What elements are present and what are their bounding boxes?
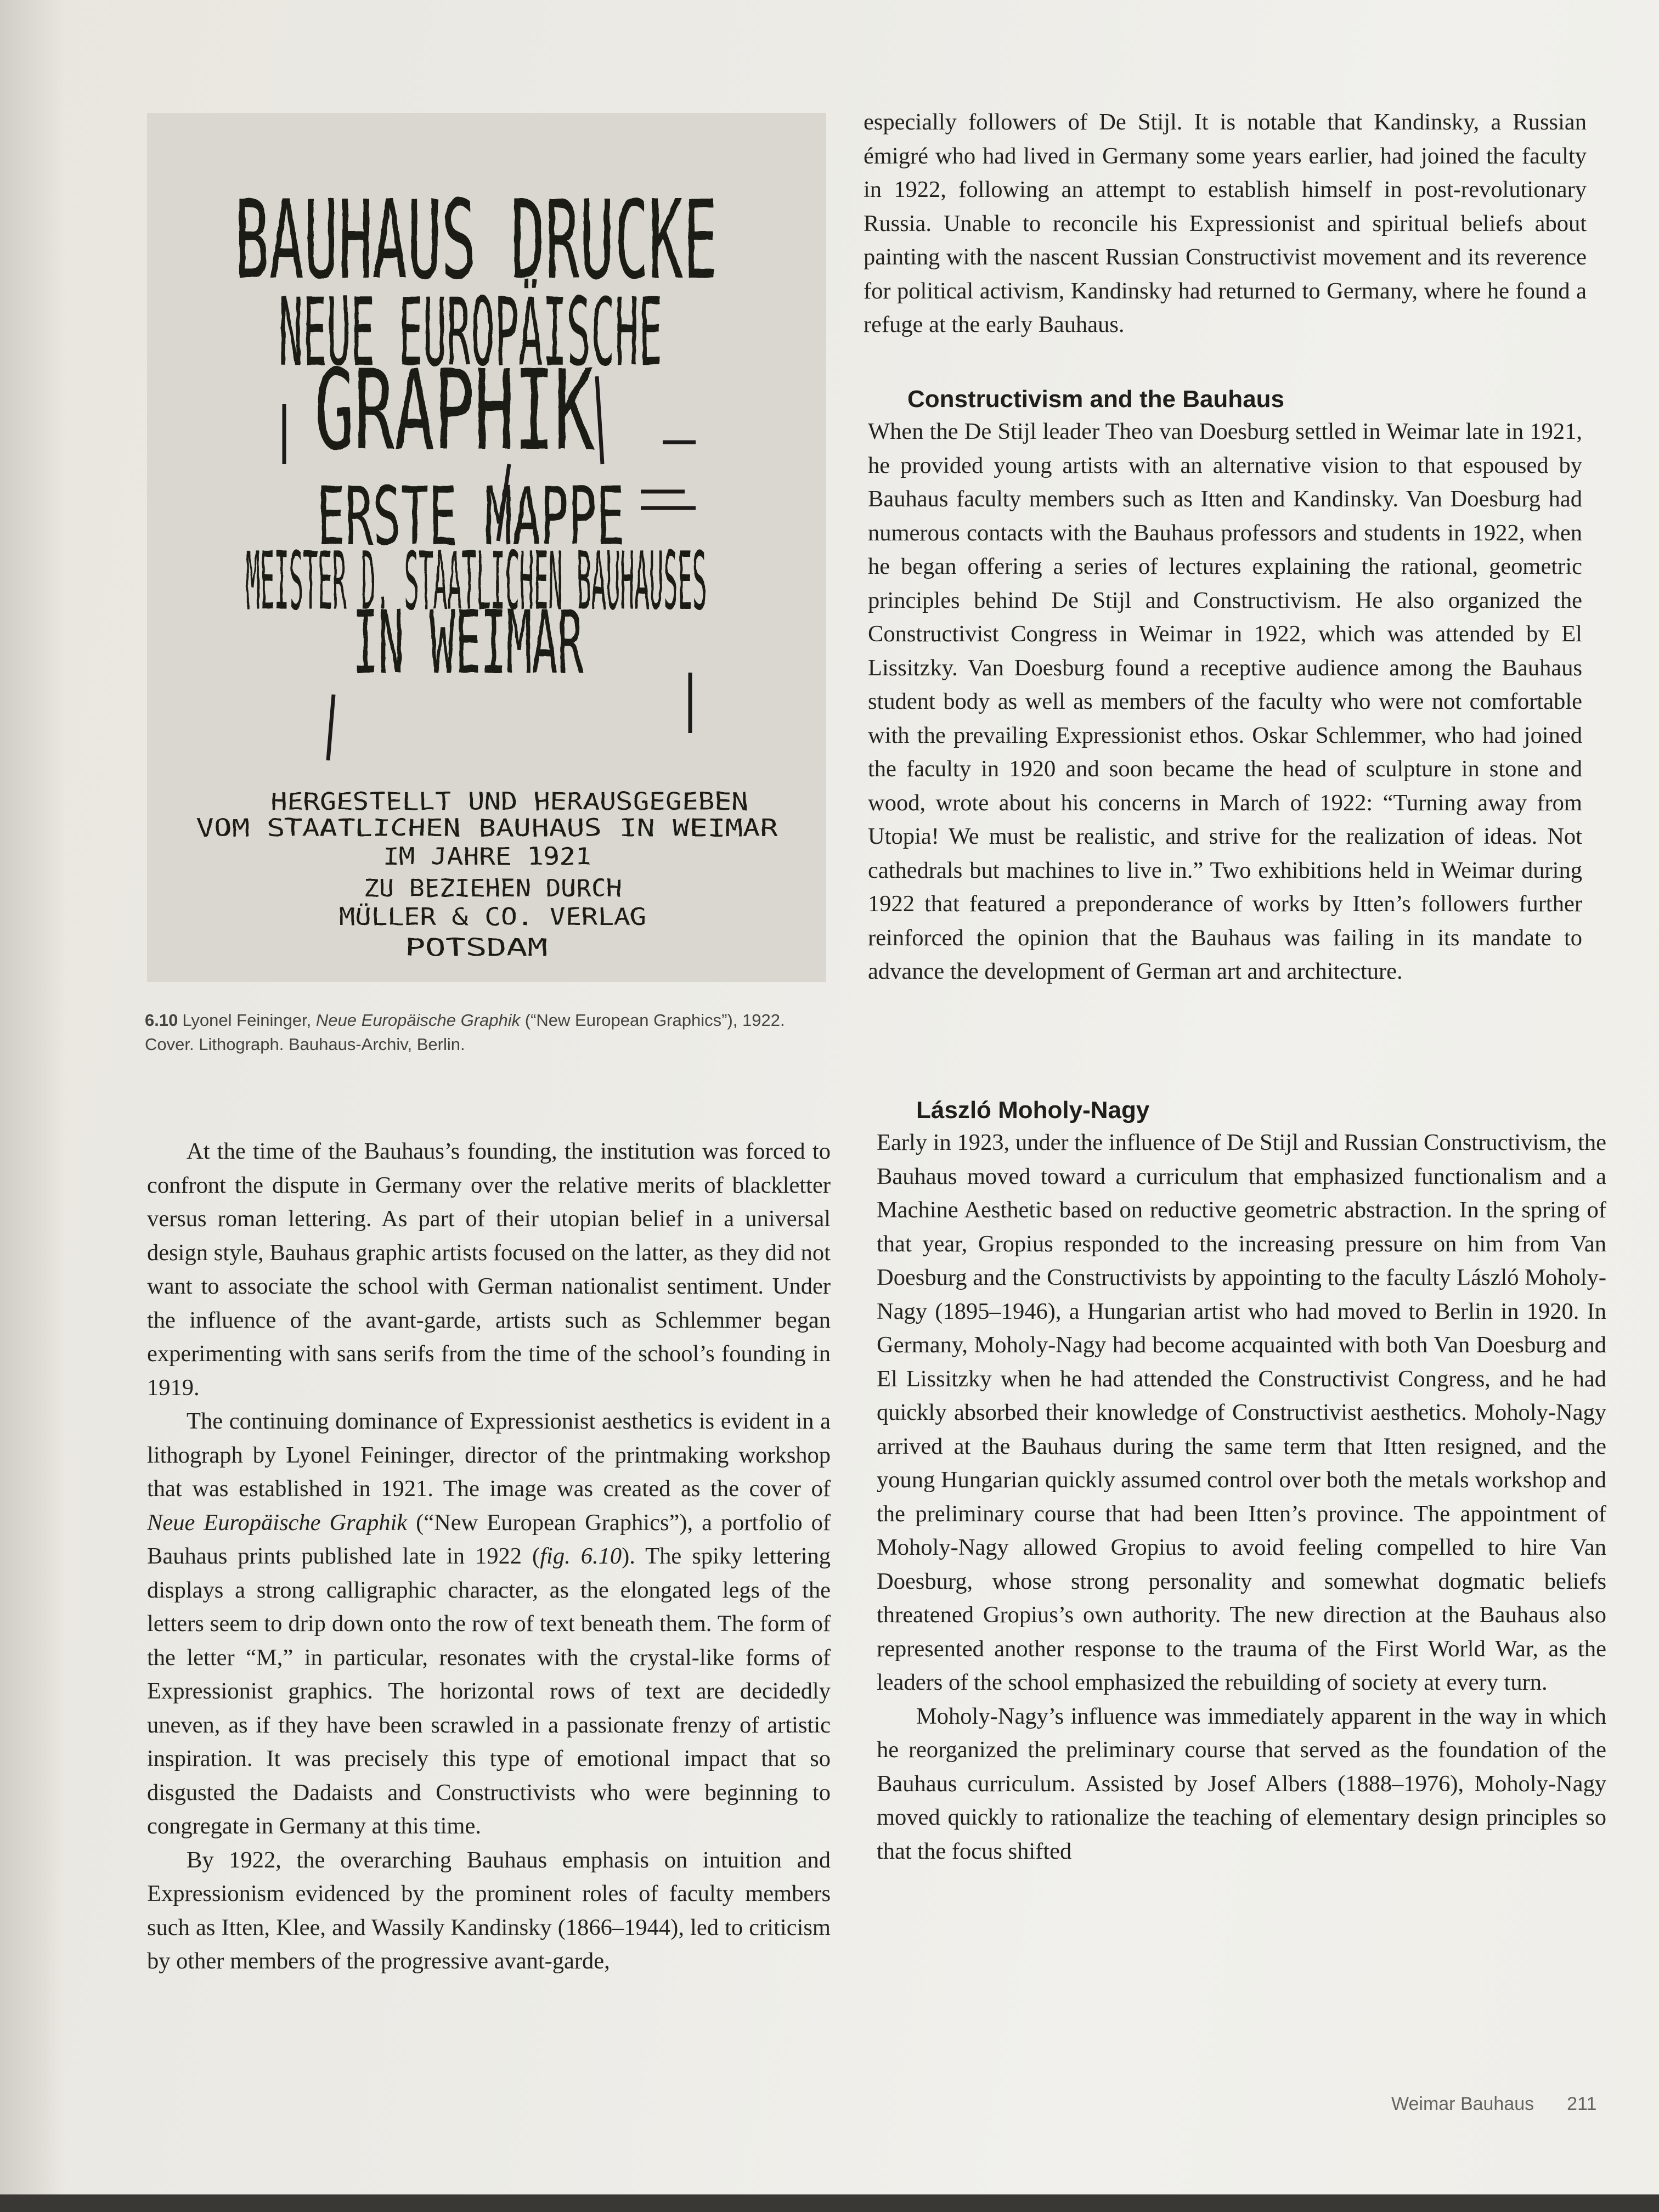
lithograph-artwork bbox=[147, 113, 826, 982]
art-title-line1: BAUHAUS DRUCKE bbox=[234, 177, 718, 304]
art-small2: VOM STAATLICHEN BAUHAUS IN WEIMAR bbox=[196, 814, 778, 842]
left-paragraph-3: By 1922, the overarching Bauhaus emphasis on intuition and Expressionism evidenced by the prominent roles of faculty members such as Itten, Klee, and Wassily Kandinsky (1866–1944), led to criticism by other members of the progressive avant-garde, bbox=[147, 1847, 831, 1974]
section-moholy-nagy bbox=[877, 1095, 1606, 1868]
caption-post: (“New European Graphics”), 1922. Cover. Lithograph. Bauhaus-Archiv, Berlin. bbox=[145, 1011, 785, 1054]
caption-pre: Lyonel Feininger, bbox=[182, 1011, 316, 1030]
page-number: 211 bbox=[1567, 2094, 1597, 2114]
left-paragraph-1: At the time of the Bauhaus’s founding, the institution was forced to confront the dispute in Germany over the relative merits of blackletter versus roman lettering. As part of their utopian belief in a universal design style, Bauhaus graphic artists focused on the latter, as they did not want to associate the school with German nationalist sentiment. Under the influence of the avant-garde, artists such as Schlemmer began experimenting with sans serifs from the time of the school’s founding in 1919. bbox=[147, 1138, 831, 1401]
p2-figure-ref: fig. 6.10 bbox=[540, 1543, 622, 1569]
p2-text-a: The continuing dominance of Expressionist aesthetics is evident in a lithograph by Lyonel Feininger, director of the printmaking workshop that was established in 1921. The image was created as the cover of bbox=[147, 1408, 831, 1502]
moholy-nagy-paragraph-2: Moholy-Nagy’s influence was immediately apparent in the way in which he reorganized the preliminary course that served as the foundation of the Bauhaus curriculum. Assisted by Josef Albers (1888–1976), Moholy-Nagy moved quickly to rationalize the teaching of elementary design principles so that the focus shifted bbox=[877, 1703, 1606, 1864]
constructivism-paragraph: When the De Stijl leader Theo van Doesburg settled in Weimar late in 1921, he provided young artists with an alternative vision to that espoused by Bauhaus faculty members such as Itten and Kandinsky. Van Doesburg had numerous contacts with the Bauhaus professors and students in 1922, when he began offering a series of lectures explaining the rational, geometric principles behind De Stijl and Constructivism. He also organized the Constructivist Congress in Weimar in 1922, which was attended by El Lissitzky. Van Doesburg found a receptive audience among the Bauhaus student body as well as members of the faculty who were not comfortable with the prevailing Expressionist ethos. Oskar Schlemmer, who had joined the faculty in 1920 and soon became the head of sculpture in stone and wood, wrote about his concerns in March of 1922: “Turning away from Utopia! We must be realistic, and strive for the realization of ideas. Not cathedrals but machines to live in.” Two exhibitions held in Weimar during 1922 that featured a preponderance of works by Itten’s followers further reinforced the opinion that the Bauhaus was failing in its mandate to advance the development of German art and architecture. bbox=[868, 419, 1582, 984]
art-line6: IN WEIMAR bbox=[353, 592, 584, 694]
left-column bbox=[147, 1135, 831, 1978]
p2-italic-title: Neue Europäische Graphik bbox=[147, 1509, 408, 1536]
left-paragraph-2 bbox=[147, 1404, 831, 1843]
moholy-nagy-paragraph-1: Early in 1923, under the influence of De Stijl and Russian Constructivism, the Bauhaus moved toward a curriculum that emphasized functionalism and a Machine Aesthetic based on reductive geometric abstraction. In the spring of that year, Gropius responded to the increasing pressure on him from Van Doesburg and the Constructivists by appointing to the faculty László Moholy-Nagy (1895–1946), a Hungarian artist who had moved to Berlin in 1920. In Germany, Moholy-Nagy had become acquainted with both Van Doesburg and El Lissitzky when he had attended the Constructivist Congress, and he had quickly absorbed their knowledge of Constructivist aesthetics. Moholy-Nagy arrived at the Bauhaus during the same term that Itten resigned, and the young Hungarian quickly assumed control over both the metals workshop and the preliminary course that had been Itten’s province. The appointment of Moholy-Nagy allowed Gropius to avoid feeling compelled to hire Van Doesburg, whose strong personality and somewhat dogmatic beliefs threatened Gropius’s own authority. The new direction at the Bauhaus also represented another response to the trauma of the First World War, as the leaders of the school emphasized the rebuilding of society at every turn. bbox=[877, 1130, 1606, 1695]
running-head: Weimar Bauhaus bbox=[1391, 2094, 1534, 2114]
art-line4: ERSTE MAPPE bbox=[317, 470, 625, 563]
book-gutter bbox=[0, 0, 66, 2194]
section-constructivism bbox=[868, 384, 1582, 989]
caption-title: Neue Europäische Graphik bbox=[315, 1011, 521, 1030]
art-small5: MÜLLER & CO. VERLAG bbox=[339, 903, 616, 931]
art-small1: HERGESTELLT UND HERAUSGEGEBEN bbox=[270, 788, 748, 816]
figure-lithograph bbox=[147, 113, 826, 982]
art-small6: POTSDAM bbox=[405, 934, 548, 962]
art-small3: IM JAHRE 1921 bbox=[383, 843, 591, 871]
section-heading-constructivism: Constructivism and the Bauhaus bbox=[907, 386, 1285, 413]
p2-text-b: (“New European Graphics”), a portfolio of Bauhaus prints published late in 1922 ( bbox=[147, 1509, 831, 1569]
section-heading-moholy-nagy: László Moholy-Nagy bbox=[916, 1097, 1150, 1124]
art-line5: MEISTER D. STAATLICHEN BAUHAUSES bbox=[246, 534, 707, 628]
right-continued-paragraph: especially followers of De Stijl. It is notable that Kandinsky, a Russian émigré who had lived in Germany some years earlier, had joined the faculty in 1922, following an attempt to establish himself in post-revolutionary Russia. Unable to reconcile his Expressionist and spiritual beliefs about painting with the nascent Russian Constructivist movement and its reverence for political activism, Kandinsky had returned to Germany, where he found a refuge at the early Bauhaus. bbox=[864, 109, 1587, 337]
art-title-line3: GRAPHIK bbox=[314, 346, 594, 475]
page-footer bbox=[1391, 2094, 1596, 2115]
p2-text-c: ). The spiky lettering displays a strong calligraphic character, as the elongated legs of the letters seem to drip down onto the row of text beneath them. The form of the letter “M,” in particular, resonates with the crystal-like forms of Expressionist graphics. The horizontal rows of text are decidedly uneven, as if they have been scrawled in a passionate frenzy of artistic inspiration. It was precisely this type of emotional impact that so disgusted the Dadaists and Constructivists who were beginning to congregate in Germany at this time. bbox=[147, 1543, 831, 1839]
art-title-line2: NEUE EUROPÄISCHE bbox=[278, 278, 663, 387]
art-small4: ZU BEZIEHEN DURCH bbox=[364, 874, 622, 902]
figure-caption bbox=[145, 1008, 836, 1057]
right-column-continued bbox=[864, 105, 1587, 342]
figure-number: 6.10 bbox=[145, 1011, 178, 1030]
